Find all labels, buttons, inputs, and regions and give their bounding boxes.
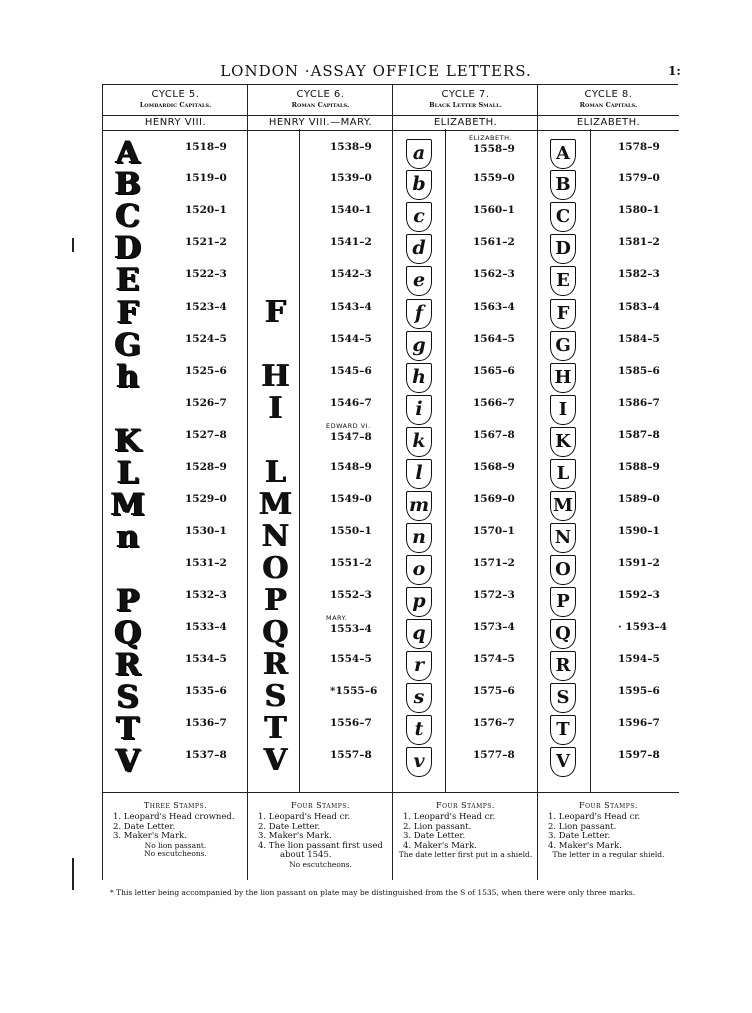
date-letter-entry: [248, 297, 393, 329]
date-letter-entry: [248, 681, 393, 713]
stamp-note: The letter in a regular shield.: [552, 850, 665, 859]
date-letter-entry: [393, 521, 538, 553]
date-letter: K: [114, 423, 142, 459]
year-range: 1532–3: [185, 589, 227, 601]
year-range: 1534–5: [185, 653, 227, 665]
date-letter-shield: P: [550, 587, 576, 617]
stamp-item: 1. Leopard's Head cr.: [258, 812, 351, 822]
cycle-reign: ELIZABETH.: [393, 115, 538, 131]
year-range: 1530–1: [185, 525, 227, 537]
reign-note: ELIZABETH.: [469, 134, 512, 142]
date-letter-entry: [103, 232, 248, 264]
year-range: 1563–4: [473, 301, 515, 313]
year-range: 1583–4: [618, 301, 660, 313]
date-letter-entry: [248, 137, 393, 169]
stamp-item: 3. Date Letter.: [403, 831, 466, 841]
date-letter-entry: [103, 649, 248, 681]
date-letter-entry: [538, 297, 679, 329]
date-letter-shield: a: [406, 139, 432, 169]
date-letter-shield: L: [550, 459, 576, 489]
stamp-item: 3. Date Letter.: [548, 831, 611, 841]
year-range: 1560–1: [473, 204, 515, 216]
date-letter-entry: [393, 264, 538, 296]
date-letter-entry: [393, 329, 538, 361]
year-range: 1566–7: [473, 397, 515, 409]
date-letter-entry: [248, 585, 393, 617]
date-letter-entry: [248, 649, 393, 681]
stamp-item: 4. The lion passant first used: [258, 840, 383, 851]
date-letter-entry: [103, 457, 248, 489]
year-range: 1529–0: [185, 493, 227, 505]
stamp-item: 2. Lion passant.: [548, 821, 617, 832]
date-letter-entry: [538, 361, 679, 393]
cycle-entries: [248, 129, 393, 792]
year-range: 1580–1: [618, 204, 660, 216]
date-letter-shield: D: [550, 234, 576, 264]
year-range: 1588–9: [618, 461, 660, 473]
date-letter-entry: [393, 393, 538, 425]
date-letter-shield: C: [550, 202, 576, 232]
date-letter-shield: N: [550, 523, 576, 553]
cycle-subtitle: Roman Capitals.: [579, 101, 638, 109]
date-letter-entry: [103, 264, 248, 296]
cycle-title: CYCLE 7.: [441, 89, 490, 100]
date-letter-entry: [538, 137, 679, 169]
date-letter-shield: e: [406, 266, 432, 296]
date-letter-shield: T: [550, 715, 576, 745]
date-letter-entry: [393, 232, 538, 264]
date-letter-entry: [103, 425, 248, 457]
page-title: LONDON ·ASSAY OFFICE LETTERS.: [220, 62, 532, 80]
date-letter: T: [263, 711, 287, 746]
year-range: 1545–6: [330, 365, 372, 377]
year-range: 1547–8: [330, 431, 372, 443]
stamp-note: The date letter first put in a shield.: [398, 850, 533, 859]
date-letter-shield: B: [550, 170, 576, 200]
year-range: 1541–2: [330, 236, 372, 248]
stamp-item: 1. Leopard's Head cr.: [548, 812, 641, 822]
date-letter: Q: [114, 615, 142, 651]
year-range: 1596–7: [618, 717, 660, 729]
date-letter-entry: [393, 168, 538, 200]
year-range: 1570–1: [473, 525, 515, 537]
date-letter-entry: [248, 393, 393, 425]
cycle-title: CYCLE 5.: [151, 89, 200, 100]
year-range: 1565–6: [473, 365, 515, 377]
year-range: 1528–9: [185, 461, 227, 473]
date-letter-entry: [103, 745, 248, 777]
date-letter: N: [261, 519, 289, 554]
year-range: 1546–7: [330, 397, 372, 409]
year-range: 1592–3: [618, 589, 660, 601]
date-letter-shield: O: [550, 555, 576, 585]
year-range: 1559–0: [473, 172, 515, 184]
year-range: 1554–5: [330, 653, 372, 665]
year-range: 1544–5: [330, 333, 372, 345]
year-range: 1551–2: [330, 557, 372, 569]
date-letter-entry: [538, 168, 679, 200]
date-letter-entry: [538, 489, 679, 521]
date-letter-entry: [103, 553, 248, 585]
date-letter-shield: l: [406, 459, 432, 489]
date-letter-entry: [393, 617, 538, 649]
stamp-item: about 1545.: [280, 850, 332, 860]
date-letter-entry: [103, 713, 248, 745]
date-letter-entry: [393, 134, 538, 169]
year-range: 1558–9: [473, 143, 515, 155]
date-letter-entry: [248, 232, 393, 264]
date-letter-entry: [393, 553, 538, 585]
date-letter-entry: [538, 745, 679, 777]
date-letter-entry: [103, 617, 248, 649]
date-letter-shield: K: [550, 427, 576, 457]
date-letter-entry: [103, 361, 248, 393]
year-range: 1520–1: [185, 204, 227, 216]
year-range: 1568–9: [473, 461, 515, 473]
year-range: 1550–1: [330, 525, 372, 537]
stamps-footer: [103, 792, 248, 881]
stamp-note: No escutcheons.: [144, 849, 207, 858]
year-range: 1569–0: [473, 493, 515, 505]
date-letter-shield: A: [550, 139, 576, 169]
cycle-reign: HENRY VIII.—MARY.: [248, 115, 393, 131]
date-letter-entry: [248, 713, 393, 745]
stamps-footer: [538, 792, 679, 881]
date-letter: V: [263, 743, 287, 778]
stamps-footer: [248, 792, 393, 881]
year-range: 1581–2: [618, 236, 660, 248]
cycle-header: [538, 85, 679, 129]
date-letter-shield: R: [550, 651, 576, 681]
date-letter-entry: [538, 649, 679, 681]
date-letter-shield: b: [406, 170, 432, 200]
date-letter: S: [116, 679, 140, 715]
year-range: 1537–8: [185, 749, 227, 761]
cycle-header: [393, 85, 538, 129]
date-letter-shield: V: [550, 747, 576, 777]
cycle-7-column: [392, 85, 538, 880]
cycle-8-column: [537, 85, 679, 880]
margin-mark: [72, 238, 74, 252]
reign-note: EDWARD VI.: [326, 422, 371, 430]
date-letter-entry: [103, 521, 248, 553]
date-letter-entry: [538, 457, 679, 489]
year-range: 1525–6: [185, 365, 227, 377]
year-range: 1527–8: [185, 429, 227, 441]
date-letter: E: [116, 262, 140, 298]
date-letter-shield: d: [406, 234, 432, 264]
stamp-item: 1. Leopard's Head crowned.: [113, 812, 235, 822]
stamp-item: 4. Maker's Mark.: [548, 840, 622, 851]
date-letter: S: [264, 679, 286, 714]
year-range: 1538–9: [330, 141, 372, 153]
date-letter-shield: M: [550, 491, 576, 521]
date-letter-shield: k: [406, 427, 432, 457]
footnote: * This letter being accompanied by the lion passant on plate may be distinguished from the S of 1535, when there were only three marks.: [110, 888, 636, 897]
year-range: 1561–2: [473, 236, 515, 248]
stamp-item: 1. Leopard's Head cr.: [403, 812, 496, 822]
date-letter-entry: [393, 681, 538, 713]
cycle-subtitle: Roman Capitals.: [291, 101, 350, 109]
year-range: 1526–7: [185, 397, 227, 409]
date-letter-entry: [103, 489, 248, 521]
cycle-title: CYCLE 6.: [296, 89, 345, 100]
date-letter-entry: [248, 489, 393, 521]
year-range: 1595–6: [618, 685, 660, 697]
date-letter-entry: [538, 713, 679, 745]
stamp-item: 3. Maker's Mark.: [113, 831, 187, 841]
date-letter-entry: [538, 232, 679, 264]
stamp-item: 4. Maker's Mark.: [403, 840, 477, 851]
date-letter-entry: [393, 585, 538, 617]
date-letter-shield: s: [406, 683, 432, 713]
date-letter-entry: [248, 521, 393, 553]
date-letter-entry: [248, 422, 393, 457]
year-range: 1589–0: [618, 493, 660, 505]
date-letter-shield: v: [406, 747, 432, 777]
date-letter-entry: [248, 168, 393, 200]
date-letter: Q: [261, 615, 289, 650]
stamp-item: 2. Lion passant.: [403, 821, 472, 832]
year-range: 1591–2: [618, 557, 660, 569]
date-letter-entry: [393, 457, 538, 489]
date-letter: B: [114, 166, 142, 202]
margin-mark: [72, 858, 74, 890]
date-letter: L: [264, 455, 286, 490]
year-range: 1533–4: [185, 621, 227, 633]
date-letter: P: [116, 583, 140, 619]
date-letter: T: [116, 711, 140, 747]
date-letter: L: [117, 455, 139, 491]
year-range: 1548–9: [330, 461, 372, 473]
stamp-note: No escutcheons.: [289, 859, 352, 869]
stamp-item: 2. Date Letter.: [258, 821, 321, 832]
year-range: 1562–3: [473, 268, 515, 280]
date-letter-entry: [248, 745, 393, 777]
year-range: 1572–3: [473, 589, 515, 601]
date-letter-entry: [248, 614, 393, 650]
date-letter-entry: [248, 553, 393, 585]
date-letter-entry: [538, 264, 679, 296]
cycle-reign: HENRY VIII.: [103, 115, 248, 131]
year-range: 1557–8: [330, 749, 372, 761]
date-letter-entry: [538, 393, 679, 425]
year-range: 1523–4: [185, 301, 227, 313]
cycle-entries: [393, 129, 538, 792]
year-range: 1576–7: [473, 717, 515, 729]
date-letter-entry: [103, 585, 248, 617]
date-letter-shield: i: [406, 395, 432, 425]
stamps-title: Three Stamps.: [143, 801, 208, 810]
date-letter-entry: [103, 393, 248, 425]
year-range: 1571–2: [473, 557, 515, 569]
date-letter-entry: [538, 329, 679, 361]
year-range: 1584–5: [618, 333, 660, 345]
date-letter-shield: q: [406, 619, 432, 649]
year-range: 1574–5: [473, 653, 515, 665]
date-letter-entry: [538, 425, 679, 457]
cycle-6-column: [247, 85, 393, 880]
year-range: 1579–0: [618, 172, 660, 184]
year-range: 1535–6: [185, 685, 227, 697]
year-range: 1543–4: [330, 301, 372, 313]
year-range: 1531–2: [185, 557, 227, 569]
reign-note: MARY.: [326, 614, 348, 622]
date-letter-shield: n: [406, 523, 432, 553]
year-range: 1577–8: [473, 749, 515, 761]
date-letter-entry: [393, 425, 538, 457]
date-letter-entry: [103, 329, 248, 361]
date-letter-shield: E: [550, 266, 576, 296]
stamps-title: Four Stamps.: [579, 801, 638, 810]
date-letter-shield: r: [406, 651, 432, 681]
date-letter-entry: [393, 745, 538, 777]
date-letter: C: [115, 198, 141, 234]
date-letter-entry: [393, 489, 538, 521]
date-letter-shield: F: [550, 299, 576, 329]
date-letter: h: [116, 359, 140, 395]
year-range: 1521–2: [185, 236, 227, 248]
date-letter: P: [263, 583, 287, 618]
cycle-5-column: [102, 85, 248, 880]
date-letter-entry: [103, 137, 248, 169]
cycle-header: [103, 85, 248, 129]
year-range: 1549–0: [330, 493, 372, 505]
date-letter-shield: o: [406, 555, 432, 585]
date-letter-entry: [103, 681, 248, 713]
date-letter-entry: [248, 361, 393, 393]
cycle-subtitle: Black Letter Small.: [429, 101, 502, 109]
cycle-subtitle: Lombardic Capitals.: [139, 101, 212, 109]
year-range: 1518–9: [185, 141, 227, 153]
year-range: 1539–0: [330, 172, 372, 184]
year-range: 1578–9: [618, 141, 660, 153]
date-letter-entry: [538, 617, 679, 649]
year-range: 1542–3: [330, 268, 372, 280]
date-letter-entry: [248, 264, 393, 296]
date-letter: F: [264, 295, 286, 330]
year-range: · 1593–4: [618, 621, 668, 633]
year-range: 1586–7: [618, 397, 660, 409]
cycle-entries: [103, 129, 248, 792]
year-range: 1567–8: [473, 429, 515, 441]
year-range: 1597–8: [618, 749, 660, 761]
date-letter: n: [116, 519, 140, 555]
year-range: 1582–3: [618, 268, 660, 280]
date-letter: H: [260, 359, 290, 394]
date-letter: D: [114, 230, 142, 266]
year-range: 1556–7: [330, 717, 372, 729]
stamps-title: Four Stamps.: [291, 801, 350, 810]
date-letter: M: [258, 487, 292, 522]
date-letter: G: [114, 327, 142, 363]
date-letter: F: [116, 295, 139, 331]
date-letter-shield: S: [550, 683, 576, 713]
year-range: 1590–1: [618, 525, 660, 537]
year-range: *1555–6: [330, 685, 378, 697]
date-letter-entry: [248, 457, 393, 489]
date-letter-shield: G: [550, 331, 576, 361]
date-letter-entry: [538, 200, 679, 232]
cycle-title: CYCLE 8.: [584, 89, 633, 100]
year-range: 1540–1: [330, 204, 372, 216]
stamp-item: 2. Date Letter.: [113, 821, 176, 832]
year-range: 1594–5: [618, 653, 660, 665]
page-number: 1:: [668, 64, 681, 78]
date-letter: M: [110, 487, 146, 523]
year-range: 1536–7: [185, 717, 227, 729]
date-letter-entry: [248, 200, 393, 232]
year-range: 1564–5: [473, 333, 515, 345]
date-letter: R: [115, 647, 141, 683]
cycle-header: [248, 85, 393, 129]
year-range: 1553–4: [330, 623, 372, 635]
date-letter-entry: [538, 681, 679, 713]
date-letter: V: [115, 743, 141, 779]
year-range: 1519–0: [185, 172, 227, 184]
stamp-item: 3. Maker's Mark.: [258, 831, 332, 841]
date-letter-entry: [393, 200, 538, 232]
date-letter-shield: c: [406, 202, 432, 232]
year-range: 1573–4: [473, 621, 515, 633]
date-letter-shield: h: [406, 363, 432, 393]
year-range: 1524–5: [185, 333, 227, 345]
stamps-footer: [393, 792, 538, 881]
date-letter-entry: [393, 713, 538, 745]
year-range: 1522–3: [185, 268, 227, 280]
cycle-entries: [538, 129, 679, 792]
stamp-note: No lion passant.: [144, 840, 207, 850]
year-range: 1552–3: [330, 589, 372, 601]
date-letter-entry: [393, 297, 538, 329]
cycle-reign: ELIZABETH.: [538, 115, 679, 131]
date-letter-entry: [103, 200, 248, 232]
date-letter-entry: [393, 649, 538, 681]
year-range: 1575–6: [473, 685, 515, 697]
date-letter-shield: p: [406, 587, 432, 617]
date-letter-entry: [103, 297, 248, 329]
date-letter-shield: I: [550, 395, 576, 425]
date-letter-shield: g: [406, 331, 432, 361]
date-letter-entry: [538, 585, 679, 617]
date-letter-entry: [538, 521, 679, 553]
stamps-title: Four Stamps.: [436, 801, 495, 810]
date-letter-entry: [538, 553, 679, 585]
date-letter: A: [115, 135, 141, 171]
date-letter: I: [267, 391, 283, 426]
date-letter-entry: [248, 329, 393, 361]
date-letter: R: [262, 647, 288, 682]
date-letter-shield: m: [406, 491, 432, 521]
date-letter-entry: [393, 361, 538, 393]
date-letter-shield: f: [406, 299, 432, 329]
date-letter-shield: Q: [550, 619, 576, 649]
date-letter-shield: t: [406, 715, 432, 745]
date-letter: O: [261, 551, 289, 586]
year-range: 1585–6: [618, 365, 660, 377]
date-letter-entry: [103, 168, 248, 200]
year-range: 1587–8: [618, 429, 660, 441]
assay-letters-table: [102, 84, 678, 880]
date-letter-shield: H: [550, 363, 576, 393]
